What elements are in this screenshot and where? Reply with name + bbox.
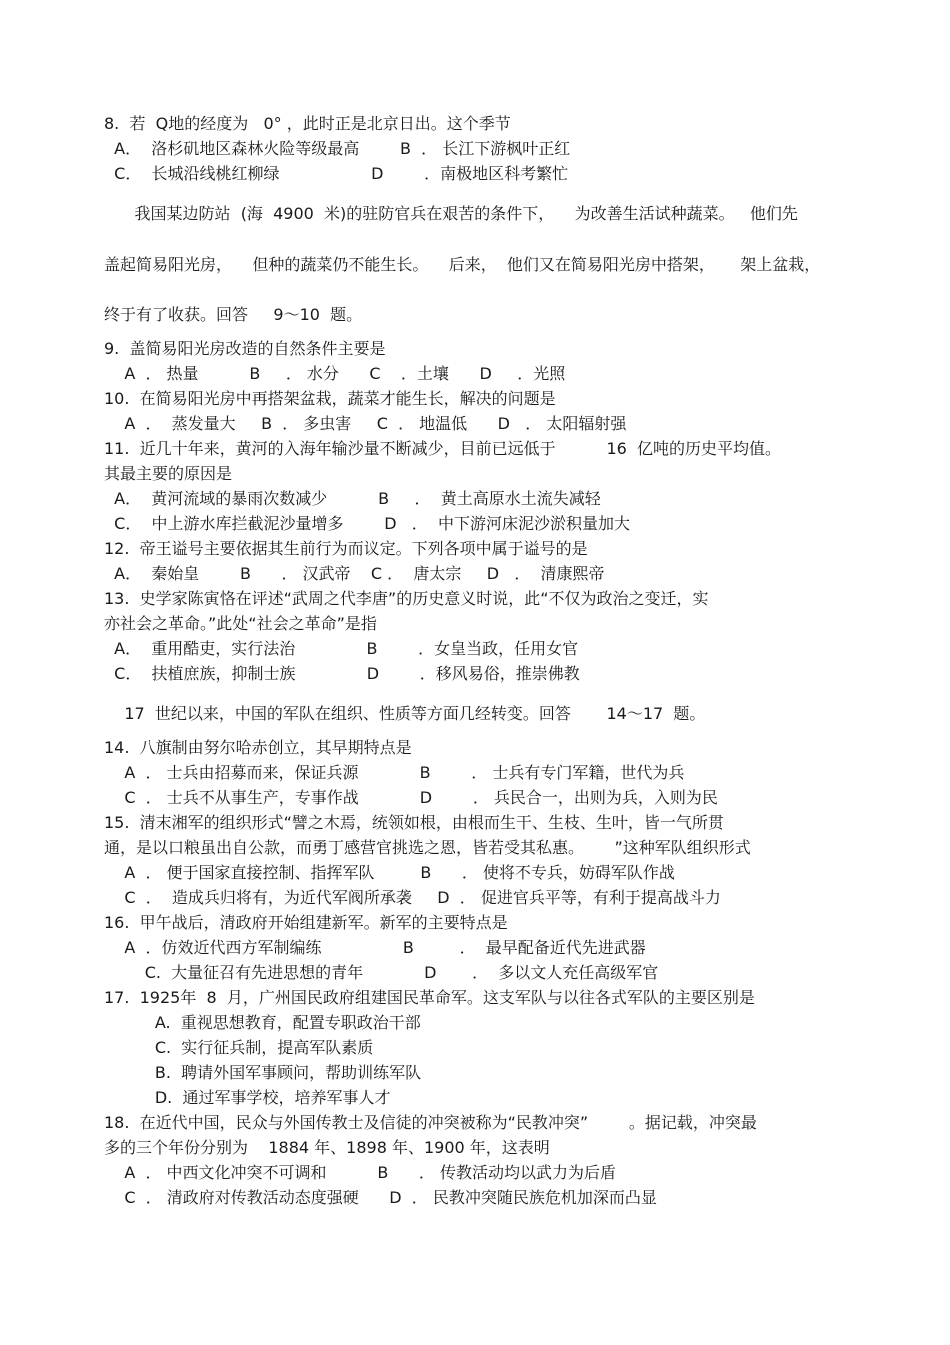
text-line: D. 通过军事学校，培养军事人才 xyxy=(104,1088,391,1107)
text-line: 17. 1925年 8 月，广州国民政府组建国民革命军。这支军队与以往各式军队的主要区别是 xyxy=(104,988,755,1007)
text-line: 13. 史学家陈寅恪在评述“武周之代李唐”的历史意义时说，此“不仅为政治之变迁，实 xyxy=(104,589,709,608)
text-line: 10. 在简易阳光房中再搭架盆栽，蔬菜才能生长，解决的问题是 xyxy=(104,389,556,408)
text-line: A ．仿效近代西方军制编练 B ． 最早配备近代先进武器 xyxy=(104,938,646,957)
text-line: 通，是以口粮虽出自公款，而勇丁感营官挑选之恩，皆若受其私惠。 ”这种军队组织形式 xyxy=(104,838,751,857)
text-line: 14. 八旗制由努尔哈赤创立，其早期特点是 xyxy=(104,738,412,757)
text-line: C ． 士兵不从事生产，专事作战 D ． 兵民合一，出则为兵，入则为民 xyxy=(104,788,718,807)
text-line: A ． 便于国家直接控制、指挥军队 B ． 使将不专兵，妨碍军队作战 xyxy=(104,863,675,882)
text-line: A ． 士兵由招募而来，保证兵源 B ． 士兵有专门军籍，世代为兵 xyxy=(104,763,685,782)
text-line: A． 洛杉矶地区森林火险等级最高 B ． 长江下游枫叶正红 xyxy=(104,139,571,158)
text-line: A ． 中西文化冲突不可调和 B ． 传教活动均以武力为后盾 xyxy=(104,1163,616,1182)
text-line: C. 大量征召有先进思想的青年 D ． 多以文人充任高级军官 xyxy=(104,963,659,982)
text-line: A． 黄河流域的暴雨次数减少 B ． 黄土高原水土流失减轻 xyxy=(104,489,601,508)
text-line: 我国某边防站 (海 4900 米)的驻防官兵在艰苦的条件下， 为改善生活试种蔬菜。 他们先 xyxy=(104,204,798,223)
text-line: 18. 在近代中国，民众与外国传教士及信徒的冲突被称为“民教冲突” 。据记载，冲突最 xyxy=(104,1113,757,1132)
text-line: 终于有了收获。回答 9～10 题。 xyxy=(104,305,363,324)
text-line: 其最主要的原因是 xyxy=(104,464,233,483)
text-line: 9. 盖简易阳光房改造的自然条件主要是 xyxy=(104,339,386,358)
text-line: C． 长城沿线桃红柳绿 D ．南极地区科考繁忙 xyxy=(104,164,569,183)
text-line: A． 重用酷吏，实行法治 B ．女皇当政，任用女官 xyxy=(104,639,579,658)
text-line: 盖起简易阳光房， 但种的蔬菜仍不能生长。 后来， 他们又在简易阳光房中搭架， 架上盆栽， xyxy=(104,255,821,274)
text-line: C ． 造成兵归将有，为近代军阀所承袭 D ． 促进官兵平等，有利于提高战斗力 xyxy=(104,888,721,907)
text-line: C ． 清政府对传教活动态度强硬 D ． 民教冲突随民族危机加深而凸显 xyxy=(104,1188,657,1207)
text-line: A. 重视思想教育，配置专职政治干部 xyxy=(104,1013,421,1032)
text-line: 16. 甲午战后，清政府开始组建新军。新军的主要特点是 xyxy=(104,913,508,932)
text-line: 8. 若 Q地的经度为 0° ，此时正是北京日出。这个季节 xyxy=(104,114,511,133)
text-line: 15. 清末湘军的组织形式“譬之木焉，统领如根，由根而生干、生枝、生叶，皆一气所贯 xyxy=(104,813,724,832)
text-line: C． 中上游水库拦截泥沙量增多 D ． 中下游河床泥沙淤积量加大 xyxy=(104,514,630,533)
text-line: C. 实行征兵制，提高军队素质 xyxy=(104,1038,374,1057)
text-line: B. 聘请外国军事顾问，帮助训练军队 xyxy=(104,1063,422,1082)
text-line: 17 世纪以来，中国的军队在组织、性质等方面几经转变。回答 14～17 题。 xyxy=(104,704,706,723)
text-line: 12. 帝王谥号主要依据其生前行为而议定。下列各项中属于谥号的是 xyxy=(104,539,588,558)
text-line: A ． 蒸发量大 B ． 多虫害 C ． 地温低 D ． 太阳辐射强 xyxy=(104,414,627,433)
text-line: 11. 近几十年来，黄河的入海年输沙量不断减少，目前已远低于 16 亿吨的历史平均值。 xyxy=(104,439,782,458)
text-line: A． 秦始皇 B ． 汉武帝 C ． 唐太宗 D ． 清康熙帝 xyxy=(104,564,605,583)
text-line: 多的三个年份分别为 1884 年、1898 年、1900 年，这表明 xyxy=(104,1138,550,1157)
text-line: C． 扶植庶族，抑制士族 D ．移风易俗，推崇佛教 xyxy=(104,664,580,683)
text-line: 亦社会之革命。”此处“社会之革命”是指 xyxy=(104,614,377,633)
text-line: A ． 热量 B ． 水分 C ．土壤 D ．光照 xyxy=(104,364,566,383)
